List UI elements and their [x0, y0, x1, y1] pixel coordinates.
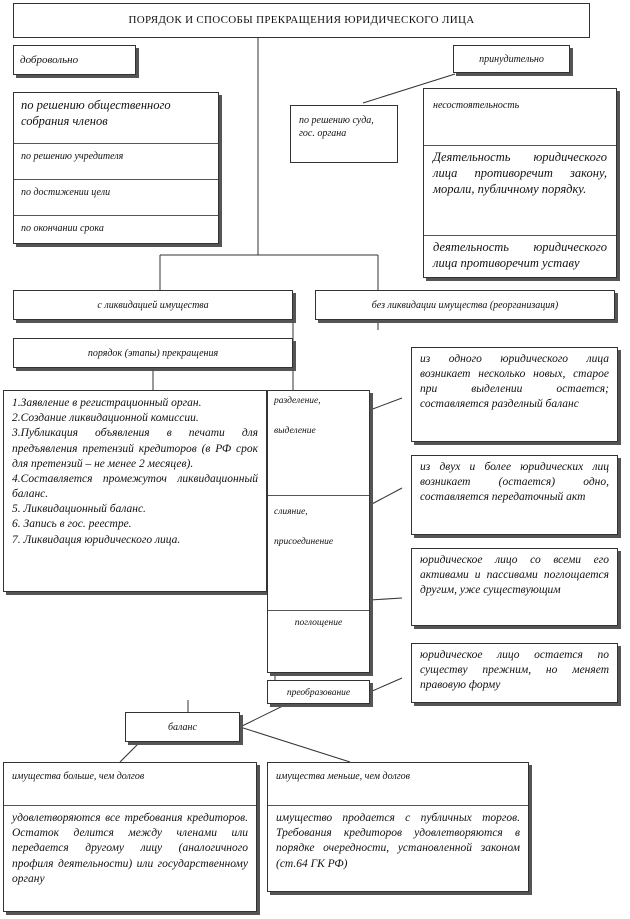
balance-label: баланс [125, 712, 240, 742]
forced-item: Деятельность юридического лица противоречит закону, морали, публичному порядку. [424, 145, 616, 235]
reorg-label: разделение, [274, 396, 321, 406]
reorg-desc: юридическое лицо со всеми его активами и пассивами поглощается другим, уже существующим [411, 548, 618, 626]
reorg-desc: из одного юридического лица возникает несколько новых, старое при выделении остается; составляется разделный баланс [411, 347, 618, 442]
balance-more-desc: удовлетворяются все требования кредиторов. Остаток делится между членами или передается другому лицу (аналогичного профиля деятельности) или государственному органу [4, 805, 256, 892]
voluntary-item: по решению общественного собрания членов [21, 98, 171, 129]
reorg-type-division [268, 391, 369, 495]
step-item: 7. Ликвидация юридического лица. [12, 533, 181, 546]
reorg-label: слияние, [274, 507, 308, 517]
balance-less [267, 762, 529, 892]
voluntary-item: по решению учредителя [14, 143, 218, 179]
step-item: 3.Публикация объявления в печати для предъявления претензий кредиторов (в РФ срок для претензий – не менее 2 месяцев). [12, 427, 258, 470]
voluntary-item: по достижении цели [14, 179, 218, 215]
voluntary-list [13, 92, 219, 244]
forced-list [423, 88, 617, 278]
reorg-desc: юридическое лицо остается по существу прежним, но меняет правовую форму [411, 643, 618, 703]
reorg-type-transformation: преобразование [267, 680, 370, 704]
procedure-label: порядок (этапы) прекращения [13, 338, 293, 368]
step-item: 4.Составляется промежуточ ликвидационный баланс. [12, 472, 258, 501]
liquidation-steps [3, 390, 267, 592]
reorg-desc: из двух и более юридических лиц возникает (остается) одно, составляется передаточный акт [411, 455, 618, 535]
voluntary-item: по окончании срока [14, 215, 218, 251]
step-item: 5. Ликвидационный баланс. [12, 503, 146, 516]
balance-less-label: имущества меньше, чем долгов [276, 771, 410, 782]
step-item: 6. Запись в гос. реестре. [12, 518, 132, 531]
reorganization-types [267, 390, 370, 673]
step-item: 2.Создание ликвидационной комиссии. [12, 412, 199, 425]
without-liquidation-label: без ликвидации имущества (реорганизация) [315, 290, 615, 320]
forced-item: несостоятельность [433, 100, 520, 111]
balance-more-label: имущества больше, чем долгов [12, 771, 145, 782]
with-liquidation-label: с ликвидацией имущества [13, 290, 293, 320]
balance-less-desc: имущество продается с публичных торгов. Требования кредиторов удовлетворяются в порядке очередности, установленной законом (ст.64 ГК РФ) [268, 805, 528, 877]
page-title: ПОРЯДОК И СПОСОБЫ ПРЕКРАЩЕНИЯ ЮРИДИЧЕСКОГО ЛИЦА [13, 3, 590, 38]
forced-label: принудительно [453, 45, 570, 73]
reorg-type-absorption: поглощение [268, 610, 369, 708]
court-decision: по решению суда, гос. органа [290, 105, 398, 163]
reorg-type-merger [268, 495, 369, 610]
forced-item: деятельность юридического лица противоречит уставу [424, 235, 616, 294]
reorg-label: присоединение [274, 537, 334, 548]
step-item: 1.Заявление в регистрационный орган. [12, 397, 202, 409]
balance-more [3, 762, 257, 912]
voluntary-label: добровольно [13, 45, 136, 75]
reorg-label: выделение [274, 426, 316, 437]
